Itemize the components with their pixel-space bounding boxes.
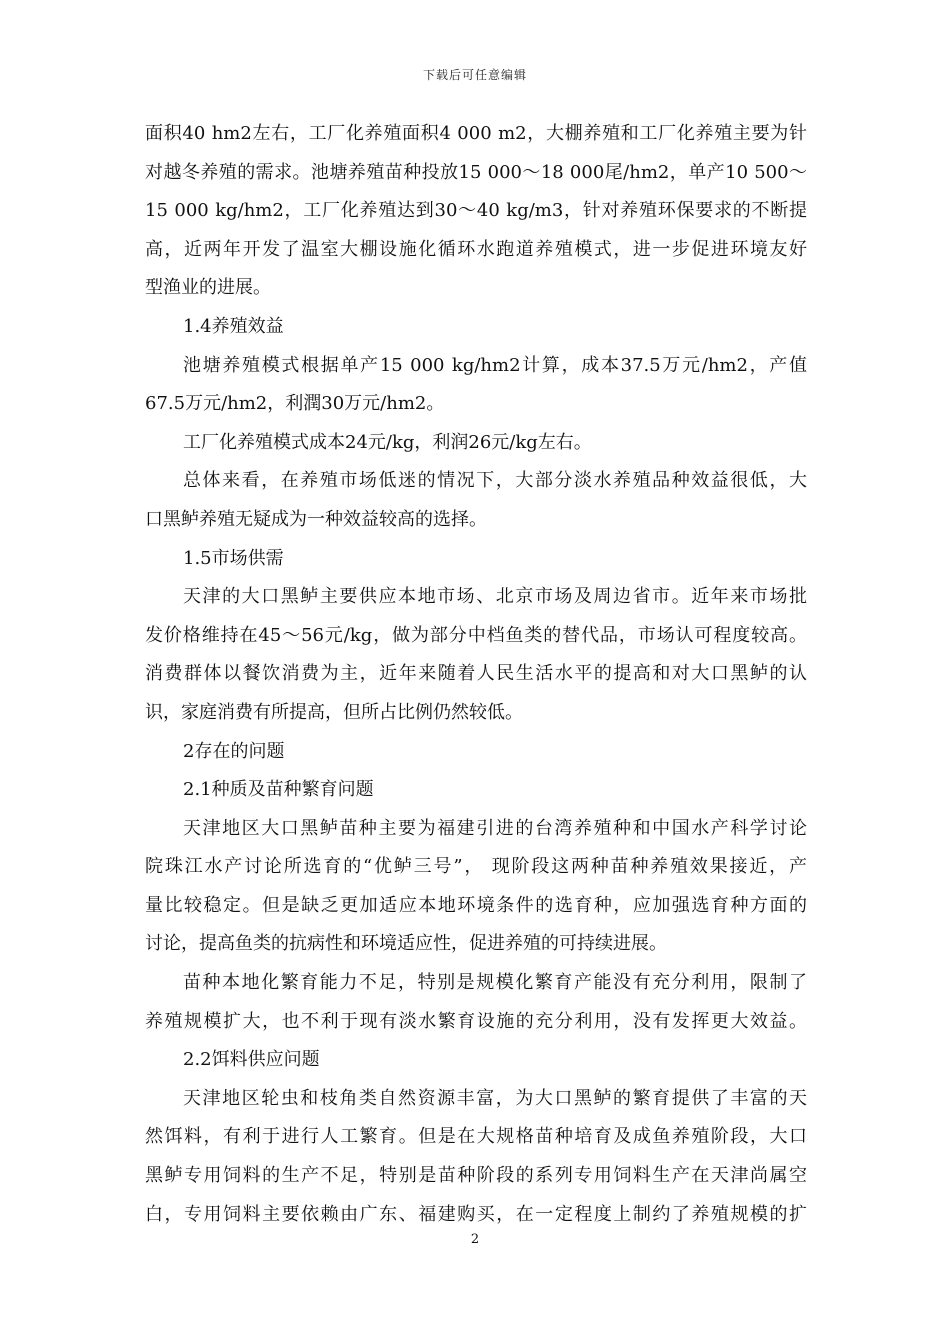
text-line: 15 000 kg/hm2，工厂化养殖达到30～40 kg/m3，针对养殖环保要求的不断提 <box>145 200 807 222</box>
text-line: 发价格维持在45～56元/kg，做为部分中档鱼类的替代品，市场认可程度较高。 <box>145 624 807 646</box>
text-line: 对越冬养殖的需求。池塘养殖苗种投放15 000～18 000尾/hm2，单产10 500～ <box>145 161 807 183</box>
text-line: 识，家庭消费有所提高，但所占比例仍然较低。 <box>145 701 523 723</box>
section-line: 2存在的问题 <box>183 740 285 762</box>
section-line: 工厂化养殖模式成本24元/kg，利润26元/kg左右。 <box>183 431 592 453</box>
text-line: 高，近两年开发了温室大棚设施化循环水跑道养殖模式，进一步促进环境友好 <box>145 238 807 260</box>
text-line: 池塘养殖模式根据单产15 000 kg/hm2计算，成本37.5万元/hm2，产值 <box>183 354 807 376</box>
text-line: 讨论，提高鱼类的抗病性和环境适应性，促进养殖的可持续进展。 <box>145 933 667 955</box>
section-line: 2.2饵料供应问题 <box>183 1049 320 1071</box>
text-line: 院珠江水产讨论所选育的“优鲈三号”， 现阶段这两种苗种养殖效果接近，产 <box>145 856 807 878</box>
page-number: 2 <box>470 1232 480 1247</box>
text-line: 天津地区大口黑鲈苗种主要为福建引进的台湾养殖种和中国水产科学讨论 <box>183 817 807 839</box>
text-line: 白，专用饲料主要依赖由广东、福建购买，在一定程度上制约了养殖规模的扩 <box>145 1203 807 1225</box>
text-line: 天津的大口黑鲈主要供应本地市场、北京市场及周边省市。近年来市场批 <box>183 586 807 608</box>
text-line: 天津地区轮虫和枝角类自然资源丰富，为大口黑鲈的繁育提供了丰富的天 <box>183 1087 807 1109</box>
text-line: 67.5万元/hm2，利潤30万元/hm2。 <box>145 393 445 415</box>
text-line: 养殖规模扩大，也不利于现有淡水繁育设施的充分利用，没有发挥更大效益。 <box>145 1010 807 1032</box>
section-line: 1.5市场供需 <box>183 547 284 569</box>
page-header: 下载后可任意编辑 <box>422 68 527 82</box>
document-body <box>145 122 807 1241</box>
text-line: 然饵料，有利于进行人工繁育。但是在大规格苗种培育及成鱼养殖阶段，大口 <box>145 1126 807 1148</box>
text-line: 型渔业的进展。 <box>145 277 271 299</box>
text-line: 苗种本地化繁育能力不足，特别是规模化繁育产能没有充分利用，限制了 <box>183 972 807 994</box>
section-line: 1.4养殖效益 <box>183 315 284 337</box>
text-line: 面积40 hm2左右，工厂化养殖面积4 000 m2，大棚养殖和工厂化养殖主要为针 <box>145 123 807 144</box>
text-line: 总体来看，在养殖市场低迷的情况下，大部分淡水养殖品种效益很低，大 <box>183 470 807 492</box>
text-line: 量比较稳定。但是缺乏更加适应本地环境条件的选育种，应加强选育种方面的 <box>145 894 807 916</box>
text-line: 消费群体以餐饮消费为主，近年来随着人民生活水平的提高和对大口黑鲈的认 <box>145 663 807 685</box>
text-line: 黑鲈专用饲料的生产不足，特别是苗种阶段的系列专用饲料生产在天津尚属空 <box>145 1165 807 1187</box>
section-line: 2.1种质及苗种繁育问题 <box>183 779 374 801</box>
text-line: 口黑鲈养殖无疑成为一种效益较高的选择。 <box>145 508 487 530</box>
